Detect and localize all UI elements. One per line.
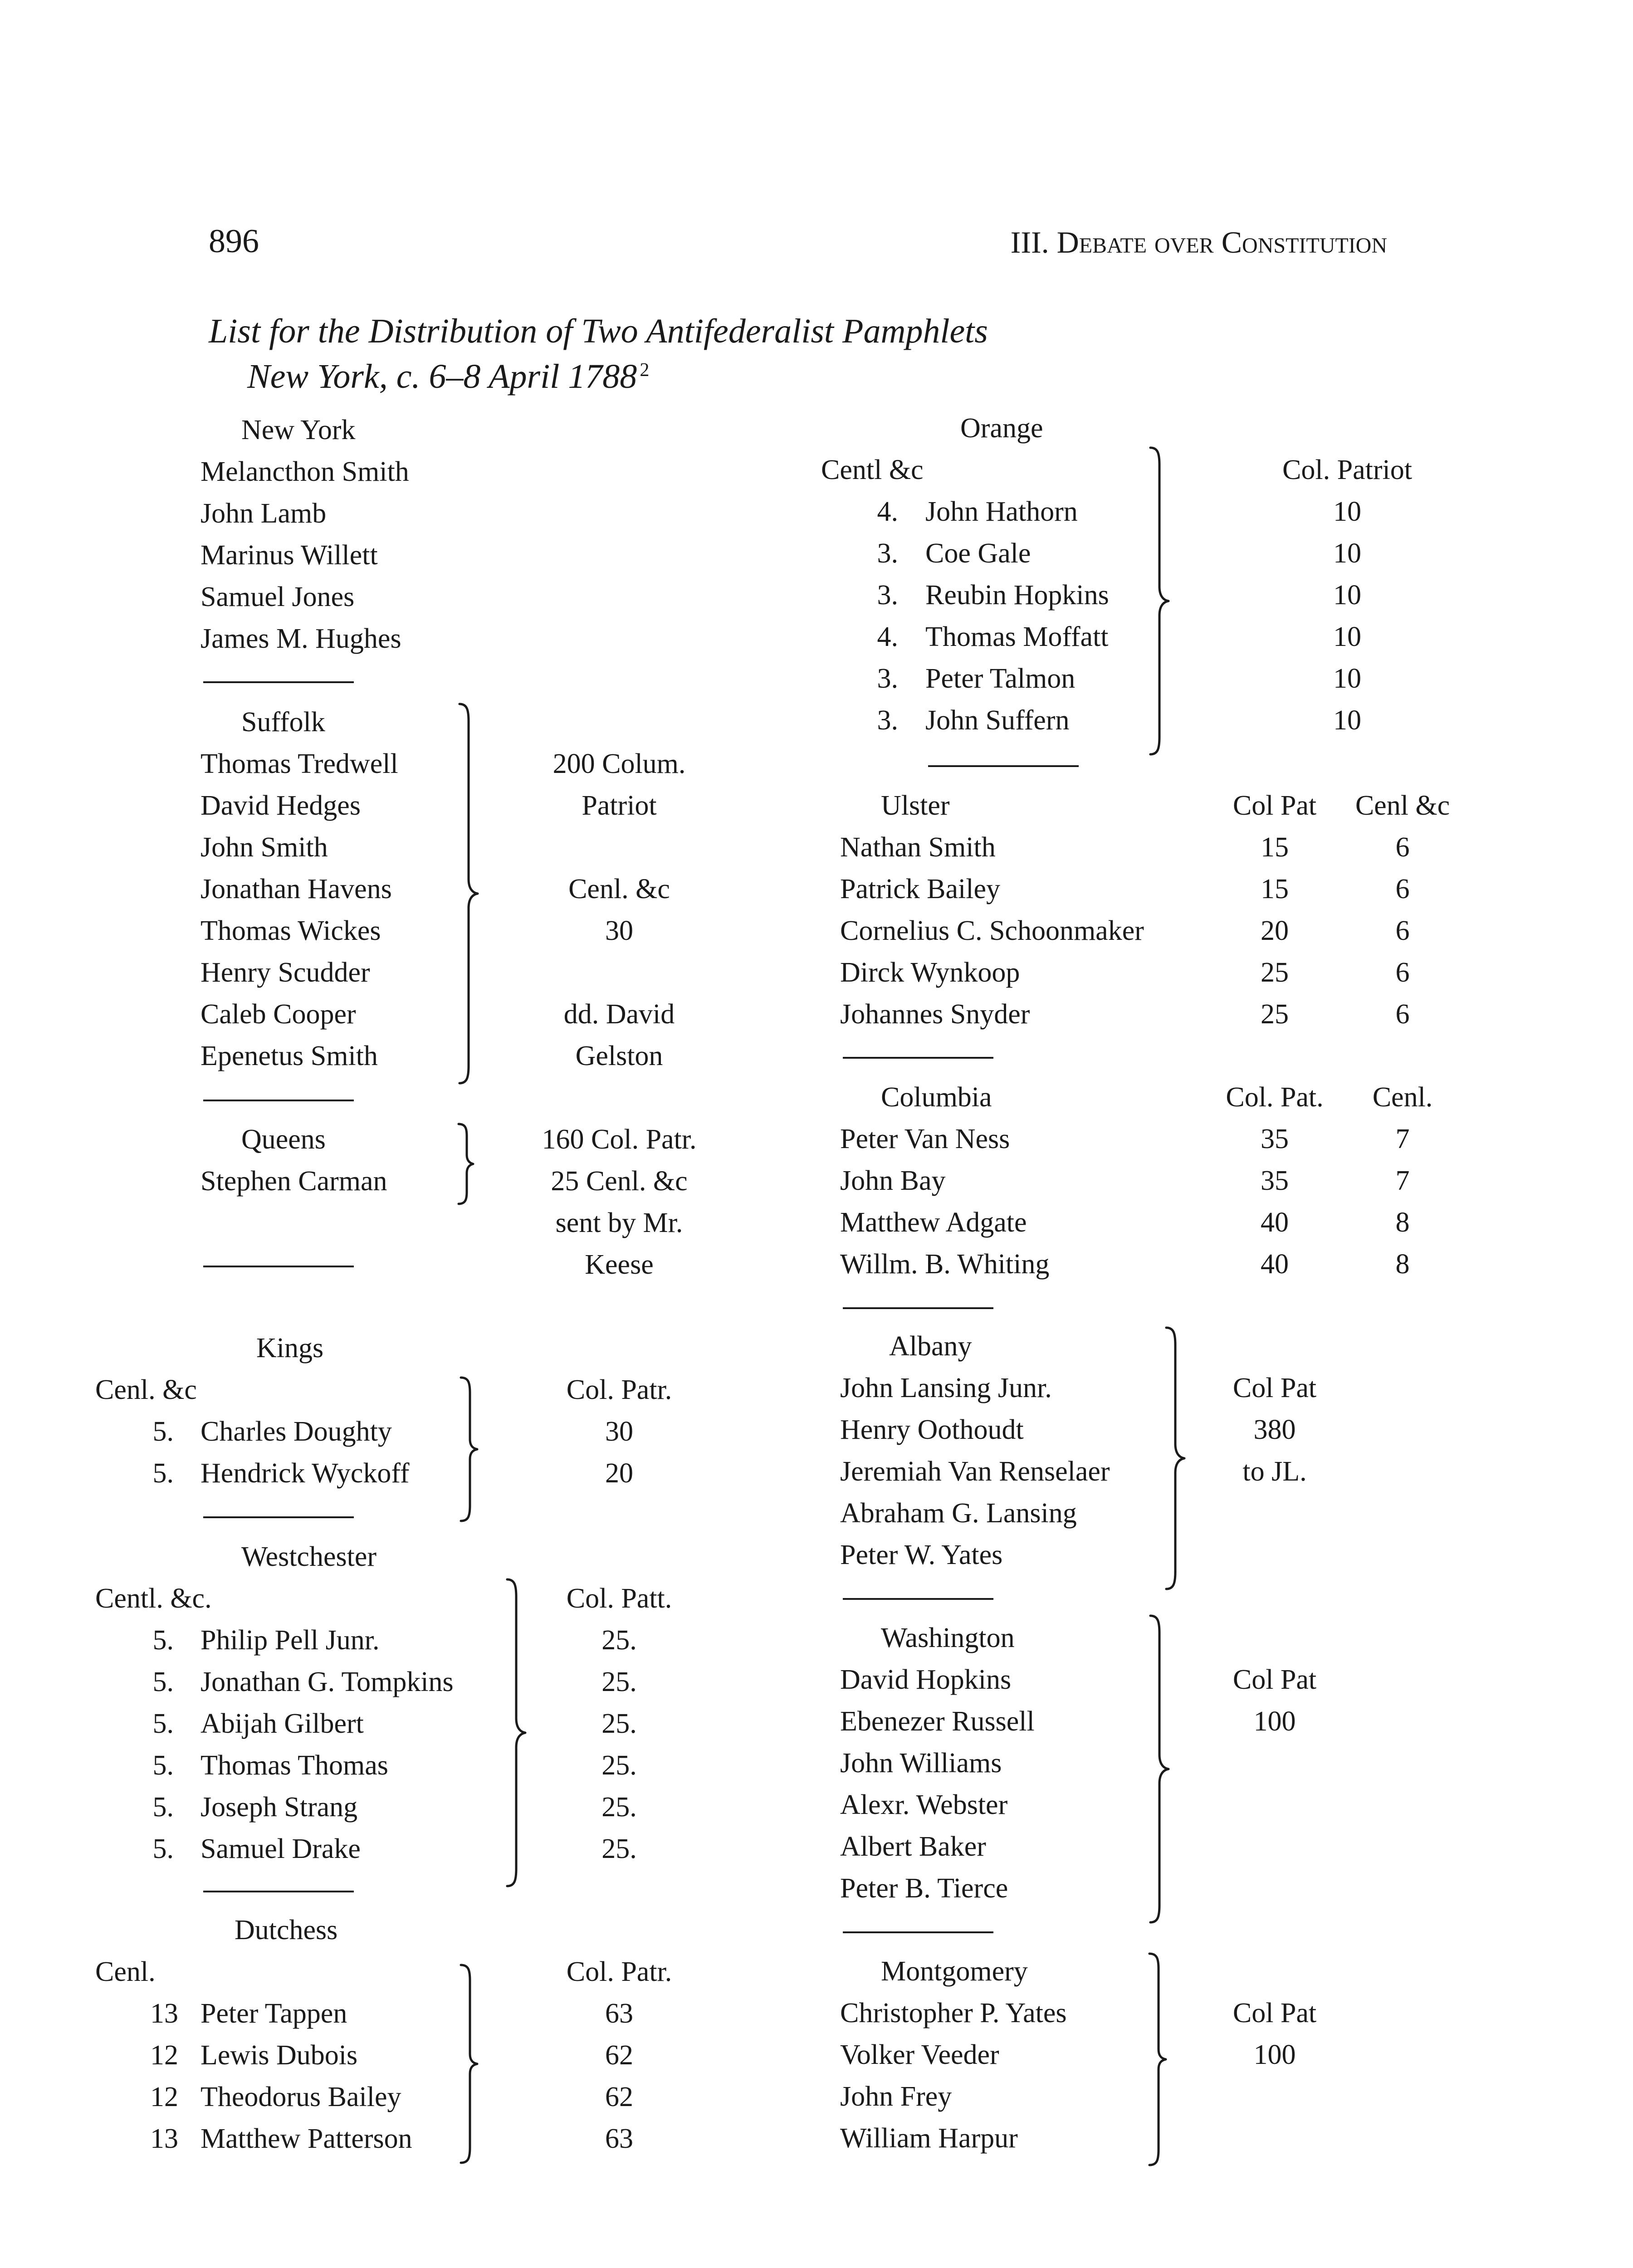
row-number: 4. xyxy=(877,621,898,652)
row-value: 63 xyxy=(605,2123,633,2154)
distribution-note: sent by Mr. xyxy=(555,1207,683,1238)
distribution-note: 160 Col. Patr. xyxy=(542,1124,697,1155)
row-value: 10 xyxy=(1333,621,1361,652)
section-divider xyxy=(203,1100,354,1101)
list-item: Patrick Bailey xyxy=(840,874,1000,904)
row-value: 40 xyxy=(1261,1207,1289,1238)
list-item: David Hopkins xyxy=(840,1664,1012,1695)
page-number: 896 xyxy=(209,223,259,260)
section-divider xyxy=(843,1307,993,1309)
row-number: 13 xyxy=(150,1998,178,2029)
distribution-note: 100 xyxy=(1253,1706,1296,1737)
county-heading: Washington xyxy=(881,1623,1015,1653)
section-divider xyxy=(203,1516,354,1518)
row-number: 12 xyxy=(150,2040,178,2071)
county-heading: Dutchess xyxy=(235,1915,338,1945)
list-item: Jonathan G. Tompkins xyxy=(200,1667,454,1697)
column-header: Col. Pat. xyxy=(1226,1082,1324,1113)
footnote-marker: 2 xyxy=(640,359,650,381)
section-divider xyxy=(843,1598,993,1600)
county-heading: Albany xyxy=(889,1331,972,1362)
list-item: Peter Van Ness xyxy=(840,1124,1010,1154)
right-brace-icon xyxy=(1163,1327,1190,1590)
distribution-note: Col Pat xyxy=(1232,1373,1317,1403)
row-number: 3. xyxy=(877,580,898,611)
county-heading: Kings xyxy=(256,1333,324,1364)
list-item: James M. Hughes xyxy=(200,623,401,654)
section-divider xyxy=(928,765,1079,767)
row-number: 5. xyxy=(152,1416,174,1447)
column-header: Centl &c xyxy=(821,455,924,485)
list-item: Alexr. Webster xyxy=(840,1789,1008,1820)
row-value: 40 xyxy=(1261,1249,1289,1280)
list-item: Peter W. Yates xyxy=(840,1540,1003,1570)
list-item: Marinus Willett xyxy=(200,540,378,571)
list-item: Peter B. Tierce xyxy=(840,1873,1008,1904)
row-value: 10 xyxy=(1333,580,1361,611)
distribution-note: dd. David xyxy=(563,999,675,1030)
distribution-note: 100 xyxy=(1253,2039,1296,2070)
row-value: 25 xyxy=(1261,999,1289,1030)
right-brace-icon xyxy=(1147,1953,1172,2166)
distribution-note: to JL. xyxy=(1242,1456,1307,1487)
list-item: Epenetus Smith xyxy=(200,1041,378,1071)
row-value: 63 xyxy=(605,1998,633,2029)
distribution-note: 25 Cenl. &c xyxy=(551,1166,688,1197)
row-value: 10 xyxy=(1333,538,1361,569)
row-value: 25. xyxy=(601,1792,637,1823)
row-number: 12 xyxy=(150,2082,178,2112)
list-item: David Hedges xyxy=(200,790,361,821)
row-value: 25. xyxy=(601,1708,637,1739)
row-value: 10 xyxy=(1333,705,1361,736)
row-number: 3. xyxy=(877,705,898,736)
row-number: 4. xyxy=(877,496,898,527)
row-value: 30 xyxy=(605,1416,633,1447)
row-number: 5. xyxy=(152,1750,174,1781)
county-heading: Queens xyxy=(241,1124,326,1155)
row-value: 6 xyxy=(1395,874,1410,904)
list-item: Cornelius C. Schoonmaker xyxy=(840,915,1144,946)
row-value: 15 xyxy=(1261,874,1289,904)
section-divider xyxy=(203,1891,354,1892)
list-item: Matthew Patterson xyxy=(200,2123,412,2154)
row-value: 7 xyxy=(1395,1124,1410,1154)
right-brace-icon xyxy=(1147,447,1174,755)
county-heading: New York xyxy=(241,415,356,445)
list-item: Abraham G. Lansing xyxy=(840,1498,1077,1529)
column-header: Cenl &c xyxy=(1355,790,1450,821)
list-item: Thomas Moffatt xyxy=(925,621,1109,652)
county-heading: Ulster xyxy=(881,790,950,821)
row-value: 6 xyxy=(1395,957,1410,988)
list-item: Hendrick Wyckoff xyxy=(200,1458,410,1489)
row-value: 6 xyxy=(1395,999,1410,1030)
list-item: John Suffern xyxy=(925,705,1070,736)
right-brace-icon xyxy=(458,1377,483,1522)
row-value: 10 xyxy=(1333,663,1361,694)
list-item: John Frey xyxy=(840,2081,952,2112)
list-item: Christopher P. Yates xyxy=(840,1998,1067,2028)
right-brace-icon xyxy=(504,1579,531,1887)
list-item: Thomas Thomas xyxy=(200,1750,388,1781)
section-divider xyxy=(843,1057,993,1059)
list-item: Willm. B. Whiting xyxy=(840,1249,1050,1280)
row-value: 25 xyxy=(1261,957,1289,988)
list-item: Albert Baker xyxy=(840,1831,986,1862)
column-header: Cenl. &c xyxy=(95,1374,197,1405)
column-header: Col. Patt. xyxy=(566,1583,672,1614)
list-item: John Smith xyxy=(200,832,328,863)
row-number: 5. xyxy=(152,1667,174,1697)
list-item: William Harpur xyxy=(840,2123,1018,2154)
list-item: Henry Scudder xyxy=(200,957,370,988)
list-item: Thomas Wickes xyxy=(200,915,381,946)
row-value: 8 xyxy=(1395,1207,1410,1238)
county-heading: Suffolk xyxy=(241,707,325,738)
right-brace-icon xyxy=(456,703,483,1084)
row-number: 5. xyxy=(152,1708,174,1739)
right-brace-icon xyxy=(1147,1615,1174,1923)
row-number: 3. xyxy=(877,663,898,694)
distribution-note: Patriot xyxy=(582,790,657,821)
row-value: 15 xyxy=(1261,832,1289,863)
county-heading: Orange xyxy=(960,413,1043,444)
list-item: Dirck Wynkoop xyxy=(840,957,1020,988)
list-item: Samuel Jones xyxy=(200,582,355,612)
list-item: Melancthon Smith xyxy=(200,456,409,487)
distribution-note: Col Pat xyxy=(1232,1664,1317,1695)
list-item: Volker Veeder xyxy=(840,2039,999,2070)
row-number: 13 xyxy=(150,2123,178,2154)
column-header: Col. Patriot xyxy=(1282,455,1412,485)
list-item: Ebenezer Russell xyxy=(840,1706,1035,1737)
row-value: 8 xyxy=(1395,1249,1410,1280)
distribution-note: 200 Colum. xyxy=(552,748,686,779)
distribution-note: 30 xyxy=(605,915,633,946)
column-header: Col. Patr. xyxy=(566,1374,672,1405)
column-header: Col. Patr. xyxy=(566,1956,672,1987)
row-value: 6 xyxy=(1395,915,1410,946)
row-number: 5. xyxy=(152,1625,174,1656)
list-item: Johannes Snyder xyxy=(840,999,1030,1030)
distribution-note: Cenl. &c xyxy=(568,874,670,904)
list-item: Theodorus Bailey xyxy=(200,2082,401,2112)
section-divider xyxy=(203,1266,354,1267)
list-item: Thomas Tredwell xyxy=(200,748,398,779)
distribution-note: Col Pat xyxy=(1232,1998,1317,2028)
row-value: 25. xyxy=(601,1667,637,1697)
row-value: 6 xyxy=(1395,832,1410,863)
list-item: John Lamb xyxy=(200,498,327,529)
county-heading: Westchester xyxy=(241,1541,376,1572)
list-item: John Bay xyxy=(840,1165,946,1196)
distribution-note: Gelston xyxy=(575,1041,663,1071)
row-value: 20 xyxy=(1261,915,1289,946)
document-subtitle: New York, c. 6–8 April 1788 $^2$ xyxy=(247,357,650,396)
list-item: Peter Tappen xyxy=(200,1998,347,2029)
list-item: Jeremiah Van Renselaer xyxy=(840,1456,1110,1487)
row-value: 62 xyxy=(605,2040,633,2071)
list-item: John Williams xyxy=(840,1748,1002,1779)
row-value: 7 xyxy=(1395,1165,1410,1196)
row-value: 10 xyxy=(1333,496,1361,527)
list-item: Jonathan Havens xyxy=(200,874,392,904)
right-brace-icon xyxy=(456,1123,479,1205)
county-heading: Montgomery xyxy=(881,1956,1028,1987)
row-value: 20 xyxy=(605,1458,633,1489)
row-number: 3. xyxy=(877,538,898,569)
row-value: 25. xyxy=(601,1833,637,1864)
list-item: Stephen Carman xyxy=(200,1166,387,1197)
section-divider xyxy=(203,681,354,683)
row-value: 62 xyxy=(605,2082,633,2112)
row-number: 5. xyxy=(152,1833,174,1864)
list-item: Caleb Cooper xyxy=(200,999,356,1030)
list-item: Lewis Dubois xyxy=(200,2040,358,2071)
section-divider xyxy=(843,1931,993,1933)
row-number: 5. xyxy=(152,1458,174,1489)
list-item: Charles Doughty xyxy=(200,1416,392,1447)
list-item: Matthew Adgate xyxy=(840,1207,1027,1238)
list-item: Henry Oothoudt xyxy=(840,1414,1024,1445)
row-value: 25. xyxy=(601,1750,637,1781)
row-value: 25. xyxy=(601,1625,637,1656)
column-header: Centl. &c. xyxy=(95,1583,212,1614)
list-item: Abijah Gilbert xyxy=(200,1708,364,1739)
document-title: List for the Distribution of Two Antifederalist Pamphlets xyxy=(209,312,988,350)
list-item: Samuel Drake xyxy=(200,1833,361,1864)
row-number: 5. xyxy=(152,1792,174,1823)
list-item: Peter Talmon xyxy=(925,663,1076,694)
list-item: Coe Gale xyxy=(925,538,1031,569)
row-value: 35 xyxy=(1261,1124,1289,1154)
county-heading: Columbia xyxy=(881,1082,992,1113)
column-header: Col Pat xyxy=(1232,790,1317,821)
column-header: Cenl. xyxy=(95,1956,156,1987)
distribution-note: 380 xyxy=(1253,1414,1296,1445)
list-item: Philip Pell Junr. xyxy=(200,1625,380,1656)
list-item: John Hathorn xyxy=(925,496,1078,527)
running-head: III. Debate over Constitution xyxy=(1010,225,1387,259)
list-item: Joseph Strang xyxy=(200,1792,358,1823)
column-header: Cenl. xyxy=(1372,1082,1433,1113)
list-item: John Lansing Junr. xyxy=(840,1373,1052,1403)
row-value: 35 xyxy=(1261,1165,1289,1196)
right-brace-icon xyxy=(458,1964,483,2164)
list-item: Nathan Smith xyxy=(840,832,996,863)
list-item: Reubin Hopkins xyxy=(925,580,1109,611)
distribution-note: Keese xyxy=(585,1249,654,1280)
